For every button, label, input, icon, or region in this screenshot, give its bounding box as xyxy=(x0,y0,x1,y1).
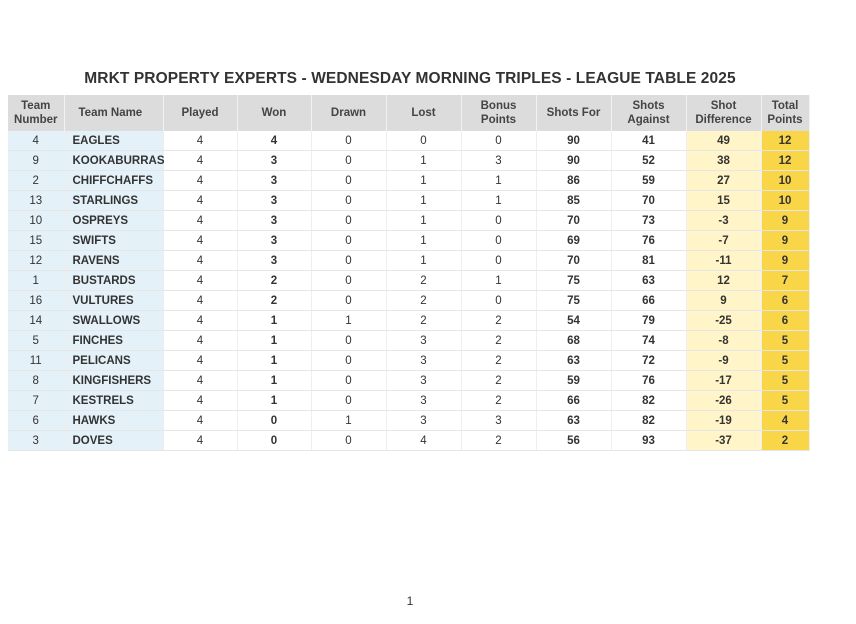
total-points-cell: 10 xyxy=(761,191,809,211)
drawn-cell: 0 xyxy=(311,151,386,171)
team-number-cell: 2 xyxy=(8,171,64,191)
shot-difference-cell: -17 xyxy=(686,371,761,391)
won-cell: 3 xyxy=(237,251,311,271)
bonus-points-cell: 3 xyxy=(461,411,536,431)
shots-for-cell: 63 xyxy=(536,411,611,431)
table-row xyxy=(8,171,809,191)
won-cell: 3 xyxy=(237,151,311,171)
table-row xyxy=(8,191,809,211)
won-cell: 0 xyxy=(237,431,311,451)
bonus-points-cell: 3 xyxy=(461,151,536,171)
table-row xyxy=(8,331,809,351)
shots-against-cell: 70 xyxy=(611,191,686,211)
table-row xyxy=(8,271,809,291)
shot-difference-cell: -37 xyxy=(686,431,761,451)
team-number-cell: 16 xyxy=(8,291,64,311)
shots-for-cell: 66 xyxy=(536,391,611,411)
team-number-header xyxy=(8,95,64,131)
won-cell: 3 xyxy=(237,211,311,231)
shots-for-cell: 75 xyxy=(536,291,611,311)
lost-cell: 2 xyxy=(386,271,461,291)
header-label-line: Drawn xyxy=(330,107,367,119)
drawn-cell: 0 xyxy=(311,231,386,251)
lost-cell: 1 xyxy=(386,171,461,191)
won-cell: 1 xyxy=(237,331,311,351)
played-cell: 4 xyxy=(163,291,237,311)
bonus-points-cell: 1 xyxy=(461,271,536,291)
bonus-points-cell: 0 xyxy=(461,211,536,231)
drawn-cell: 0 xyxy=(311,191,386,211)
shot-difference-cell: 12 xyxy=(686,271,761,291)
shots-for-cell: 70 xyxy=(536,251,611,271)
lost-cell: 1 xyxy=(386,211,461,231)
bonus-points-cell: 1 xyxy=(461,171,536,191)
total-points-cell: 12 xyxy=(761,131,809,151)
shots-for-cell: 90 xyxy=(536,131,611,151)
total-points-cell: 5 xyxy=(761,371,809,391)
shots-against-cell: 74 xyxy=(611,331,686,351)
won-header xyxy=(237,95,311,131)
team-name-cell: FINCHES xyxy=(64,331,163,351)
total-points-cell: 9 xyxy=(761,211,809,231)
played-cell: 4 xyxy=(163,311,237,331)
drawn-cell: 0 xyxy=(311,431,386,451)
shots-for-cell: 75 xyxy=(536,271,611,291)
drawn-cell: 0 xyxy=(311,291,386,311)
shot-difference-cell: -11 xyxy=(686,251,761,271)
team-name-cell: DOVES xyxy=(64,431,163,451)
bonus-points-cell: 1 xyxy=(461,191,536,211)
shots-against-cell: 82 xyxy=(611,391,686,411)
played-cell: 4 xyxy=(163,251,237,271)
played-cell: 4 xyxy=(163,371,237,391)
bonus-points-cell: 0 xyxy=(461,291,536,311)
team-name-cell: KESTRELS xyxy=(64,391,163,411)
shot-difference-cell: -19 xyxy=(686,411,761,431)
header-label-line: Played xyxy=(181,107,219,119)
played-header xyxy=(163,95,237,131)
team-number-cell: 15 xyxy=(8,231,64,251)
shots-against-cell: 63 xyxy=(611,271,686,291)
table-row xyxy=(8,431,809,451)
played-cell: 4 xyxy=(163,271,237,291)
shot-difference-cell: 38 xyxy=(686,151,761,171)
lost-cell: 3 xyxy=(386,411,461,431)
header-label-line: Shot xyxy=(710,100,737,112)
drawn-cell: 0 xyxy=(311,271,386,291)
drawn-cell: 0 xyxy=(311,351,386,371)
shots-for-cell: 59 xyxy=(536,371,611,391)
shot-difference-cell: -7 xyxy=(686,231,761,251)
total-points-cell: 12 xyxy=(761,151,809,171)
table-row xyxy=(8,251,809,271)
bonus-points-cell: 0 xyxy=(461,131,536,151)
team-name-header xyxy=(64,95,163,131)
table-row xyxy=(8,231,809,251)
shots-for-cell: 70 xyxy=(536,211,611,231)
header-label-line: Won xyxy=(261,107,287,119)
total-points-cell: 5 xyxy=(761,391,809,411)
header-label-line: Total xyxy=(771,100,799,112)
shots-against-cell: 72 xyxy=(611,351,686,371)
team-name-cell: BUSTARDS xyxy=(64,271,163,291)
table-row xyxy=(8,391,809,411)
lost-cell: 1 xyxy=(386,191,461,211)
team-number-cell: 6 xyxy=(8,411,64,431)
lost-cell: 3 xyxy=(386,351,461,371)
league-table xyxy=(8,95,810,451)
team-name-cell: OSPREYS xyxy=(64,211,163,231)
won-cell: 1 xyxy=(237,311,311,331)
shot-difference-cell: -26 xyxy=(686,391,761,411)
shot-difference-cell: 49 xyxy=(686,131,761,151)
won-cell: 3 xyxy=(237,191,311,211)
total-points-cell: 5 xyxy=(761,351,809,371)
drawn-cell: 0 xyxy=(311,391,386,411)
shots-against-cell: 66 xyxy=(611,291,686,311)
played-cell: 4 xyxy=(163,231,237,251)
shots-for-cell: 90 xyxy=(536,151,611,171)
lost-cell: 3 xyxy=(386,371,461,391)
shot-difference-cell: 15 xyxy=(686,191,761,211)
team-name-cell: SWIFTS xyxy=(64,231,163,251)
drawn-cell: 0 xyxy=(311,211,386,231)
table-row xyxy=(8,371,809,391)
team-name-cell: KOOKABURRAS xyxy=(64,151,163,171)
won-cell: 3 xyxy=(237,231,311,251)
lost-cell: 0 xyxy=(386,131,461,151)
table-row xyxy=(8,151,809,171)
shot-difference-cell: -25 xyxy=(686,311,761,331)
drawn-cell: 0 xyxy=(311,171,386,191)
shot-difference-cell: 9 xyxy=(686,291,761,311)
played-cell: 4 xyxy=(163,211,237,231)
total-points-cell: 5 xyxy=(761,331,809,351)
team-name-cell: CHIFFCHAFFS xyxy=(64,171,163,191)
total-points-cell: 2 xyxy=(761,431,809,451)
won-cell: 1 xyxy=(237,351,311,371)
shots-against-cell: 93 xyxy=(611,431,686,451)
team-number-cell: 10 xyxy=(8,211,64,231)
shot-difference-header xyxy=(686,95,761,131)
lost-cell: 1 xyxy=(386,231,461,251)
shot-difference-cell: 27 xyxy=(686,171,761,191)
bonus-points-header xyxy=(461,95,536,131)
shots-for-header xyxy=(536,95,611,131)
played-cell: 4 xyxy=(163,171,237,191)
played-cell: 4 xyxy=(163,431,237,451)
table-row xyxy=(8,351,809,371)
table-row xyxy=(8,291,809,311)
bonus-points-cell: 0 xyxy=(461,231,536,251)
shots-against-cell: 52 xyxy=(611,151,686,171)
bonus-points-cell: 2 xyxy=(461,431,536,451)
bonus-points-cell: 0 xyxy=(461,251,536,271)
shots-for-cell: 54 xyxy=(536,311,611,331)
shots-for-cell: 69 xyxy=(536,231,611,251)
table-body xyxy=(8,131,809,451)
header-label-line: Points xyxy=(767,114,803,126)
header-label-line: Bonus xyxy=(480,100,517,112)
page-number: 1 xyxy=(406,594,414,608)
bonus-points-cell: 2 xyxy=(461,311,536,331)
shots-for-cell: 56 xyxy=(536,431,611,451)
played-cell: 4 xyxy=(163,351,237,371)
team-number-cell: 4 xyxy=(8,131,64,151)
lost-header xyxy=(386,95,461,131)
table-row xyxy=(8,311,809,331)
total-points-cell: 9 xyxy=(761,231,809,251)
team-number-cell: 7 xyxy=(8,391,64,411)
shot-difference-cell: -9 xyxy=(686,351,761,371)
shots-against-cell: 41 xyxy=(611,131,686,151)
team-number-cell: 13 xyxy=(8,191,64,211)
drawn-cell: 0 xyxy=(311,131,386,151)
shots-against-cell: 81 xyxy=(611,251,686,271)
header-label-line: Against xyxy=(627,114,670,126)
lost-cell: 3 xyxy=(386,391,461,411)
played-cell: 4 xyxy=(163,411,237,431)
won-cell: 3 xyxy=(237,171,311,191)
team-name-cell: SWALLOWS xyxy=(64,311,163,331)
total-points-cell: 6 xyxy=(761,291,809,311)
lost-cell: 1 xyxy=(386,251,461,271)
lost-cell: 2 xyxy=(386,291,461,311)
total-points-cell: 7 xyxy=(761,271,809,291)
played-cell: 4 xyxy=(163,191,237,211)
total-points-cell: 9 xyxy=(761,251,809,271)
drawn-header xyxy=(311,95,386,131)
drawn-cell: 1 xyxy=(311,311,386,331)
team-number-cell: 8 xyxy=(8,371,64,391)
total-points-cell: 6 xyxy=(761,311,809,331)
header-row xyxy=(8,95,809,131)
lost-cell: 1 xyxy=(386,151,461,171)
won-cell: 2 xyxy=(237,271,311,291)
shots-against-cell: 82 xyxy=(611,411,686,431)
table-row xyxy=(8,211,809,231)
lost-cell: 2 xyxy=(386,311,461,331)
total-points-header xyxy=(761,95,809,131)
team-name-cell: HAWKS xyxy=(64,411,163,431)
shots-against-cell: 73 xyxy=(611,211,686,231)
won-cell: 4 xyxy=(237,131,311,151)
page-title: MRKT PROPERTY EXPERTS - WEDNESDAY MORNING TRIPLES - LEAGUE TABLE 2025 xyxy=(84,70,736,87)
header-label-line: Difference xyxy=(695,114,752,126)
header-label-line: Points xyxy=(480,114,517,126)
team-number-cell: 9 xyxy=(8,151,64,171)
shots-against-cell: 76 xyxy=(611,231,686,251)
played-cell: 4 xyxy=(163,391,237,411)
header-label-line: Team xyxy=(21,100,51,112)
team-number-cell: 3 xyxy=(8,431,64,451)
played-cell: 4 xyxy=(163,151,237,171)
team-name-cell: KINGFISHERS xyxy=(64,371,163,391)
table-row xyxy=(8,411,809,431)
won-cell: 1 xyxy=(237,371,311,391)
bonus-points-cell: 2 xyxy=(461,391,536,411)
shots-against-cell: 76 xyxy=(611,371,686,391)
team-number-cell: 11 xyxy=(8,351,64,371)
drawn-cell: 0 xyxy=(311,331,386,351)
team-name-cell: PELICANS xyxy=(64,351,163,371)
team-number-cell: 12 xyxy=(8,251,64,271)
lost-cell: 4 xyxy=(386,431,461,451)
shots-against-cell: 79 xyxy=(611,311,686,331)
team-name-cell: RAVENS xyxy=(64,251,163,271)
won-cell: 1 xyxy=(237,391,311,411)
table-row xyxy=(8,131,809,151)
shots-for-cell: 85 xyxy=(536,191,611,211)
shots-against-cell: 59 xyxy=(611,171,686,191)
header-label-line: Lost xyxy=(411,107,436,119)
team-name-cell: VULTURES xyxy=(64,291,163,311)
played-cell: 4 xyxy=(163,331,237,351)
team-name-cell: EAGLES xyxy=(64,131,163,151)
shots-for-cell: 63 xyxy=(536,351,611,371)
team-name-cell: STARLINGS xyxy=(64,191,163,211)
lost-cell: 3 xyxy=(386,331,461,351)
drawn-cell: 1 xyxy=(311,411,386,431)
won-cell: 2 xyxy=(237,291,311,311)
shots-for-cell: 68 xyxy=(536,331,611,351)
drawn-cell: 0 xyxy=(311,371,386,391)
header-label-line: Shots For xyxy=(546,107,601,119)
shot-difference-cell: -3 xyxy=(686,211,761,231)
bonus-points-cell: 2 xyxy=(461,351,536,371)
shot-difference-cell: -8 xyxy=(686,331,761,351)
bonus-points-cell: 2 xyxy=(461,331,536,351)
shots-for-cell: 86 xyxy=(536,171,611,191)
drawn-cell: 0 xyxy=(311,251,386,271)
header-label-line: Team Name xyxy=(78,107,143,119)
won-cell: 0 xyxy=(237,411,311,431)
shots-against-header xyxy=(611,95,686,131)
played-cell: 4 xyxy=(163,131,237,151)
total-points-cell: 4 xyxy=(761,411,809,431)
header-label-line: Shots xyxy=(632,100,665,112)
team-number-cell: 5 xyxy=(8,331,64,351)
team-number-cell: 14 xyxy=(8,311,64,331)
header-label-line: Number xyxy=(14,114,58,126)
total-points-cell: 10 xyxy=(761,171,809,191)
team-number-cell: 1 xyxy=(8,271,64,291)
bonus-points-cell: 2 xyxy=(461,371,536,391)
